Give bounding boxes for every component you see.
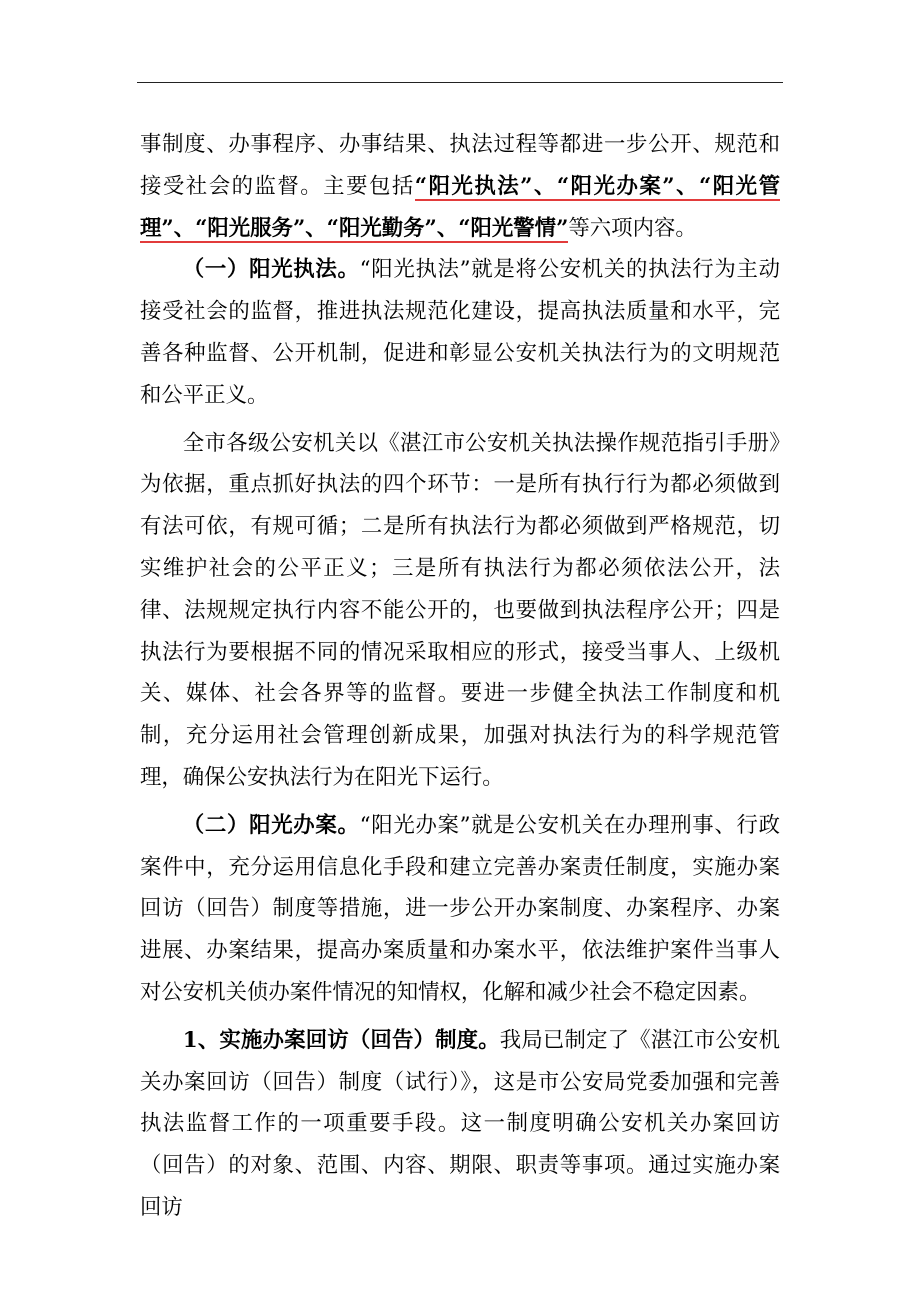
paragraph-subsection-1 <box>140 1020 780 1229</box>
paragraph-section-1 <box>140 249 780 416</box>
paragraph-guidelines <box>140 423 780 799</box>
subsection-1-text: 我局已制定了《湛江市公安机关办案回访（回告）制度（试行）》，这是市公安局党委加强和完善执法监督工作的一项重要手段。这一制度明确公安机关办案回访（回告）的对象、范围、内容、期限、职责等事项。通过实施办案回访 <box>140 1027 780 1220</box>
highlighted-six-items: “阳光执法”、“阳光办案”、“阳光管理”、“阳光服务”、“阳光勤务”、“阳光警情” <box>140 173 780 241</box>
section-2-heading: （二）阳光办案。 <box>182 812 360 838</box>
intro-tail: 等六项内容。 <box>568 215 697 241</box>
section-1-text: “阳光执法”就是将公安机关的执法行为主动接受社会的监督，推进执法规范化建设，提高执法质量和水平，完善各种监督、公开机制，促进和彰显公安机关执法行为的文明规范和公平正义。 <box>140 257 780 408</box>
paragraph-section-2 <box>140 805 780 1014</box>
header-rule <box>137 82 783 83</box>
subsection-1-heading: 1、实施办案回访（回告）制度。 <box>182 1027 500 1053</box>
section-2-text: “阳光办案”就是公安机关在办理刑事、行政案件中，充分运用信息化手段和建立完善办案责任制度，实施办案回访（回告）制度等措施，进一步公开办案制度、办案程序、办案进展、办案结果，提高办案质量和办案水平，依法维护案件当事人对公安机关侦办案件情况的知情权，化解和减少社会不稳定因素。 <box>140 812 780 1005</box>
guidelines-text: 全市各级公安机关以《湛江市公安机关执法操作规范指引手册》为依据，重点抓好执法的四个环节：一是所有执行行为都必须做到有法可依，有规可循；二是所有执法行为都必须做到严格规范，切实维护社会的公平正义；三是所有执法行为都必须依法公开，法律、法规规定执行内容不能公开的，也要做到执法程序公开；四是执法行为要根据不同的情况采取相应的形式，接受当事人、上级机关、媒体、社会各界等的监督。要进一步健全执法工作制度和机制，充分运用社会管理创新成果，加强对执法行为的科学规范管理，确保公安执法行为在阳光下运行。 <box>140 430 780 790</box>
section-1-heading: （一）阳光执法。 <box>182 257 360 283</box>
paragraph-intro <box>140 124 780 249</box>
intro-text: 事制度、办事程序、办事结果、执法过程等都进一步公开、规范和接受社会的监督。主要包括 <box>140 132 780 199</box>
document-body <box>140 124 780 1229</box>
